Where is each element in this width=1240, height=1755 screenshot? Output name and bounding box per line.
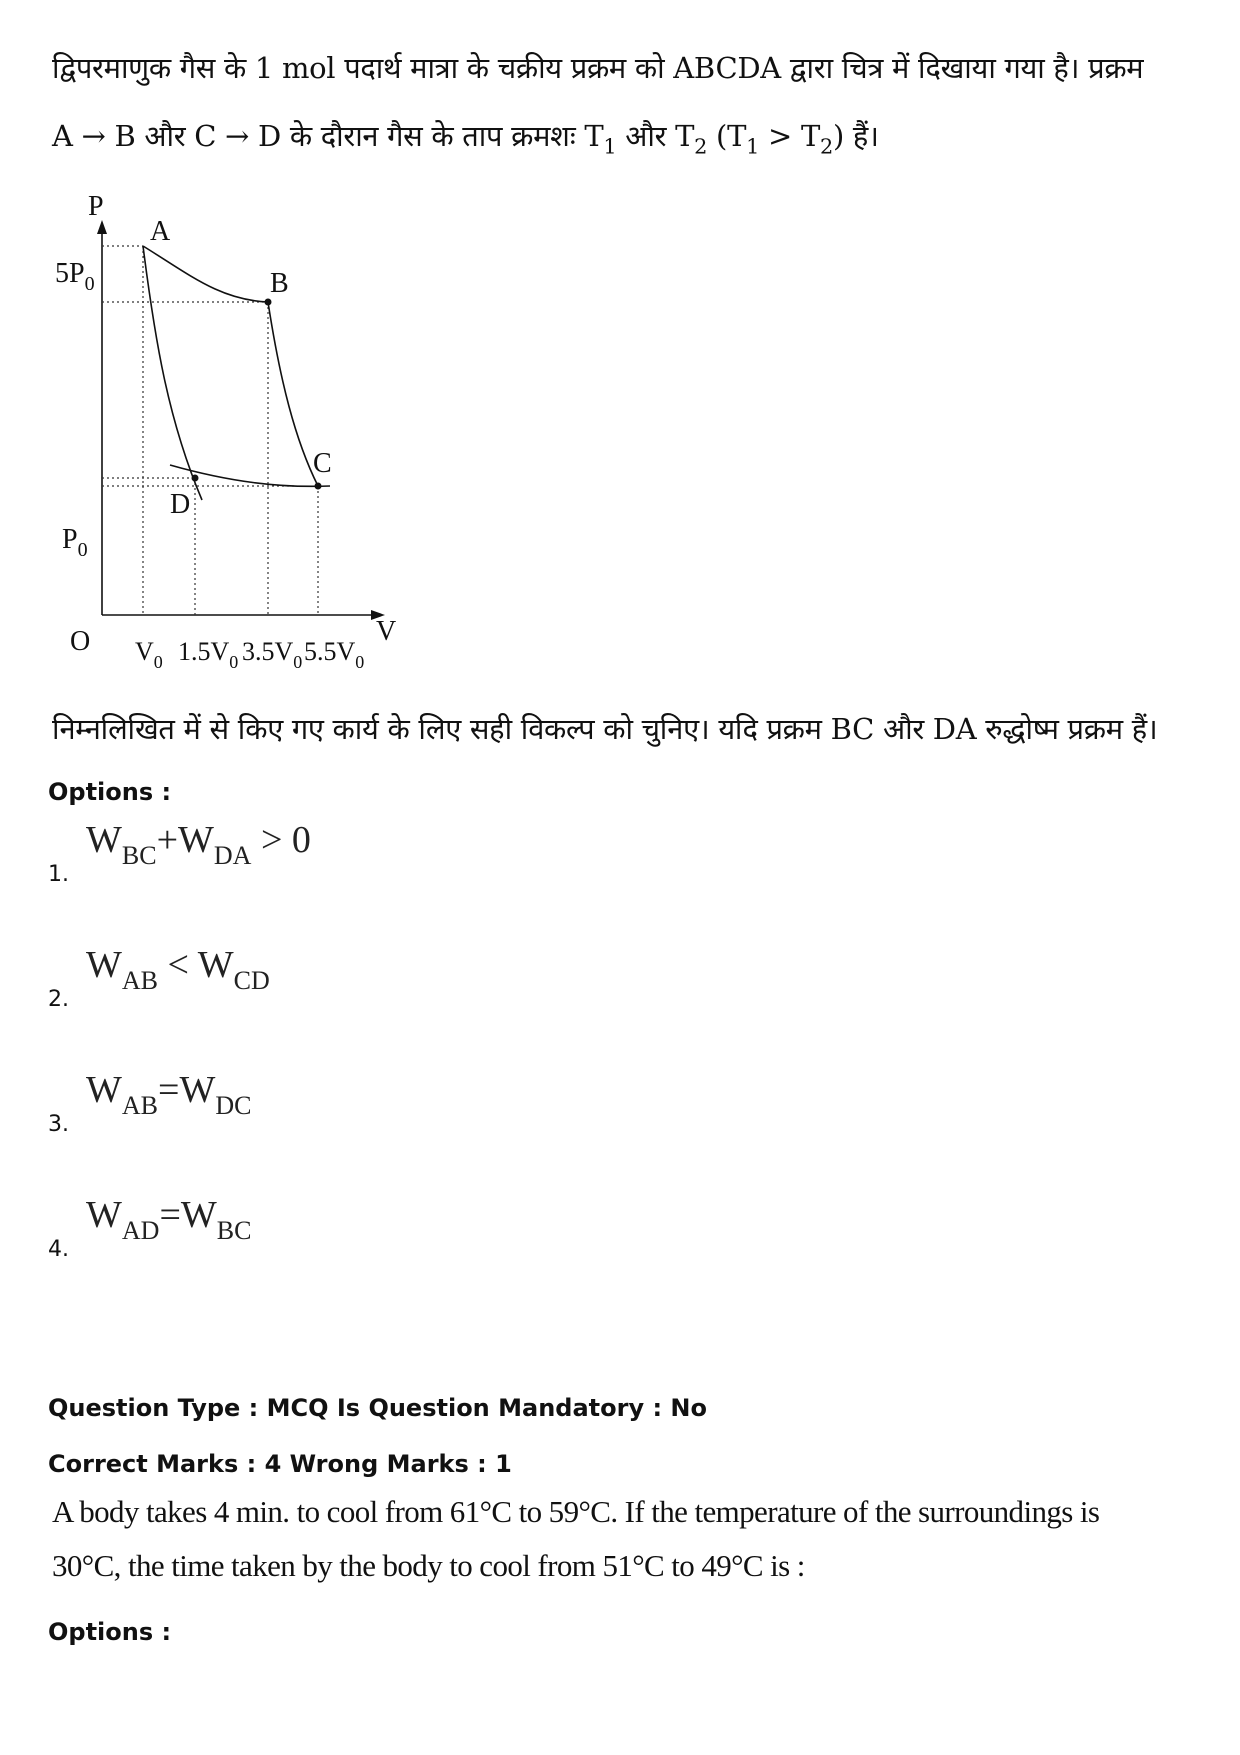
- option-2-formula[interactable]: [86, 943, 270, 996]
- option-2-number: 2.: [48, 987, 69, 1012]
- opt1-s1: BC: [121, 841, 157, 870]
- label-b: B: [270, 268, 289, 299]
- v15-label: $1.5V_0$: [178, 637, 239, 670]
- opt2-s1: AB: [121, 966, 158, 995]
- point-c: [315, 483, 322, 490]
- line2-part-b: और T: [616, 119, 695, 153]
- p-axis-arrow: [97, 220, 107, 234]
- opt3-s1: AB: [121, 1091, 158, 1120]
- opt1-w1: W: [86, 819, 122, 861]
- point-d: [192, 475, 199, 482]
- opt3-w2: W: [179, 1069, 216, 1111]
- axis-p-label: P: [88, 191, 104, 222]
- line2-part-d: > T: [759, 119, 820, 153]
- option-1-number: 1.: [48, 862, 69, 887]
- p-top-label: $5P_0$: [55, 258, 95, 295]
- sub-t2b: 2: [820, 134, 833, 159]
- option-3-number: 3.: [48, 1112, 69, 1137]
- opt4-w1: W: [86, 1194, 122, 1236]
- label-d: D: [170, 489, 191, 520]
- axis-v-label: V: [376, 616, 397, 647]
- option-4-formula[interactable]: [86, 1193, 251, 1246]
- sub-t1b: 1: [746, 134, 760, 159]
- opt1-w2: W: [178, 819, 214, 861]
- options-label-2: Options :: [48, 1618, 172, 1646]
- opt2-w2: W: [197, 944, 234, 986]
- marks-line: Correct Marks : 4 Wrong Marks : 1: [48, 1450, 512, 1478]
- opt2-w1: W: [86, 944, 122, 986]
- curve-da: [143, 246, 202, 500]
- opt3-op: =: [158, 1069, 180, 1111]
- curve-bc: [268, 302, 318, 486]
- process-curves: [143, 246, 330, 500]
- opt1-op: +: [156, 819, 178, 861]
- v0-label: $V_0$: [135, 637, 163, 670]
- opt1-s2: DA: [213, 841, 252, 870]
- option-1-formula[interactable]: [86, 818, 311, 871]
- option-3-formula[interactable]: [86, 1068, 251, 1121]
- question2-line2: 30°C, the time taken by the body to cool from 51°C to 49°C is :: [52, 1548, 805, 1583]
- question1-line2: [52, 118, 879, 164]
- point-b: [265, 299, 272, 306]
- pv-diagram: [40, 190, 410, 670]
- line2-part-c: (T: [707, 119, 747, 153]
- curve-ab: [143, 246, 268, 302]
- p-bottom-label: $P_0$: [62, 524, 88, 561]
- line2-part-a: A → B और C → D के दौरान गैस के ताप क्रमशः T: [52, 119, 604, 153]
- v35-label: $3.5V_0$: [242, 637, 303, 670]
- opt2-s2: CD: [233, 966, 270, 995]
- question-type-line: Question Type : MCQ Is Question Mandatory : No: [48, 1394, 707, 1422]
- question1-prompt: निम्नलिखित में से किए गए कार्य के लिए सही विकल्प को चुनिए। यदि प्रक्रम BC और DA रुद्धोष्म प्रक्रम हैं।: [52, 712, 1158, 746]
- opt3-w1: W: [86, 1069, 122, 1111]
- question2-line1: A body takes 4 min. to cool from 61°C to 59°C. If the temperature of the surroundings is: [52, 1494, 1100, 1529]
- opt1-tail: > 0: [251, 819, 311, 861]
- opt4-s2: BC: [216, 1216, 252, 1245]
- guide-lines: [102, 246, 318, 615]
- label-a: A: [150, 216, 171, 247]
- opt4-s1: AD: [121, 1216, 160, 1245]
- opt4-w2: W: [180, 1194, 217, 1236]
- v55-label: $5.5V_0$: [304, 637, 365, 670]
- option-4-number: 4.: [48, 1237, 69, 1262]
- origin-label: O: [70, 626, 91, 657]
- sub-t2: 2: [694, 134, 708, 159]
- opt2-op: <: [158, 944, 198, 986]
- options-label-1: Options :: [48, 778, 172, 806]
- sub-t1: 1: [603, 134, 617, 159]
- label-c: C: [313, 448, 332, 479]
- line2-part-e: ) हैं।: [832, 119, 879, 153]
- opt4-op: =: [159, 1194, 181, 1236]
- question1-line1: द्विपरमाणुक गैस के 1 mol पदार्थ मात्रा के चक्रीय प्रक्रम को ABCDA द्वारा चित्र में दिखाया गया है। प्रक्रम: [52, 51, 1144, 85]
- opt3-s2: DC: [215, 1091, 252, 1120]
